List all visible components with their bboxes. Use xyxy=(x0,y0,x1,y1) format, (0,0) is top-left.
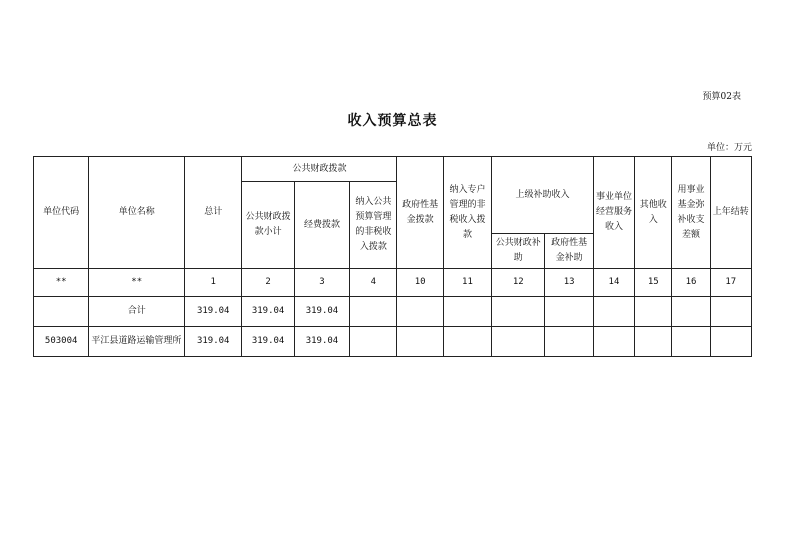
index-cell: 13 xyxy=(545,269,593,297)
cell-empty xyxy=(350,327,397,357)
unit-label: 单位：万元 xyxy=(706,143,752,153)
index-cell: 16 xyxy=(672,269,710,297)
cell-pf-subtotal: 319.04 xyxy=(242,297,294,327)
cell-empty xyxy=(672,327,710,357)
index-cell: 14 xyxy=(593,269,634,297)
cell-empty xyxy=(672,297,710,327)
index-cell: 12 xyxy=(492,269,545,297)
cell-empty xyxy=(492,297,545,327)
cell-unit-code: 503004 xyxy=(34,327,89,357)
index-cell: 3 xyxy=(294,269,349,297)
index-cell: 11 xyxy=(443,269,491,297)
cell-empty xyxy=(545,297,593,327)
index-cell: 10 xyxy=(397,269,443,297)
header-carry-over: 上年结转 xyxy=(710,157,751,269)
cell-total: 319.04 xyxy=(185,297,242,327)
income-budget-table xyxy=(33,156,752,357)
header-sup-gov-fund: 政府性基金补助 xyxy=(545,234,593,269)
cell-empty xyxy=(492,327,545,357)
index-cell: 4 xyxy=(350,269,397,297)
header-total: 总计 xyxy=(185,157,242,269)
index-cell: ** xyxy=(34,269,89,297)
cell-empty xyxy=(397,297,443,327)
table-row xyxy=(34,327,752,357)
header-business-income: 事业单位经营服务收入 xyxy=(593,157,634,269)
index-cell: 1 xyxy=(185,269,242,297)
page-title: 收入预算总表 xyxy=(347,113,438,129)
header-special-non-tax: 纳入专户管理的非税收入拨款 xyxy=(443,157,491,269)
header-pf-non-tax: 纳入公共预算管理的非税收入拨款 xyxy=(350,182,397,269)
cell-empty xyxy=(635,327,672,357)
header-fund-balance: 用事业基金弥补收支差额 xyxy=(672,157,710,269)
header-public-finance: 公共财政拨款 xyxy=(242,157,397,182)
index-row xyxy=(34,269,752,297)
cell-empty xyxy=(593,327,634,357)
form-number: 预算02表 xyxy=(702,92,741,102)
header-unit-code: 单位代码 xyxy=(34,157,89,269)
index-cell: 17 xyxy=(710,269,751,297)
header-gov-fund: 政府性基金拨款 xyxy=(397,157,443,269)
cell-pf-subtotal: 319.04 xyxy=(242,327,294,357)
cell-unit-name: 平江县道路运输管理所 xyxy=(89,327,185,357)
cell-empty xyxy=(350,297,397,327)
cell-empty xyxy=(710,297,751,327)
header-superior-subsidy: 上级补助收入 xyxy=(492,157,594,234)
cell-unit-code xyxy=(34,297,89,327)
cell-empty xyxy=(443,297,491,327)
index-cell: 15 xyxy=(635,269,672,297)
cell-unit-name: 合计 xyxy=(89,297,185,327)
cell-empty xyxy=(710,327,751,357)
cell-empty xyxy=(443,327,491,357)
cell-empty xyxy=(593,297,634,327)
index-cell: 2 xyxy=(242,269,294,297)
header-pf-funding: 经费拨款 xyxy=(294,182,349,269)
cell-pf-funding: 319.04 xyxy=(294,327,349,357)
cell-empty xyxy=(397,327,443,357)
table-row xyxy=(34,297,752,327)
cell-empty xyxy=(635,297,672,327)
index-cell: ** xyxy=(89,269,185,297)
header-sup-public: 公共财政补助 xyxy=(492,234,545,269)
header-other-income: 其他收入 xyxy=(635,157,672,269)
cell-empty xyxy=(545,327,593,357)
header-unit-name: 单位名称 xyxy=(89,157,185,269)
cell-pf-funding: 319.04 xyxy=(294,297,349,327)
cell-total: 319.04 xyxy=(185,327,242,357)
header-pf-subtotal: 公共财政拨款小计 xyxy=(242,182,294,269)
